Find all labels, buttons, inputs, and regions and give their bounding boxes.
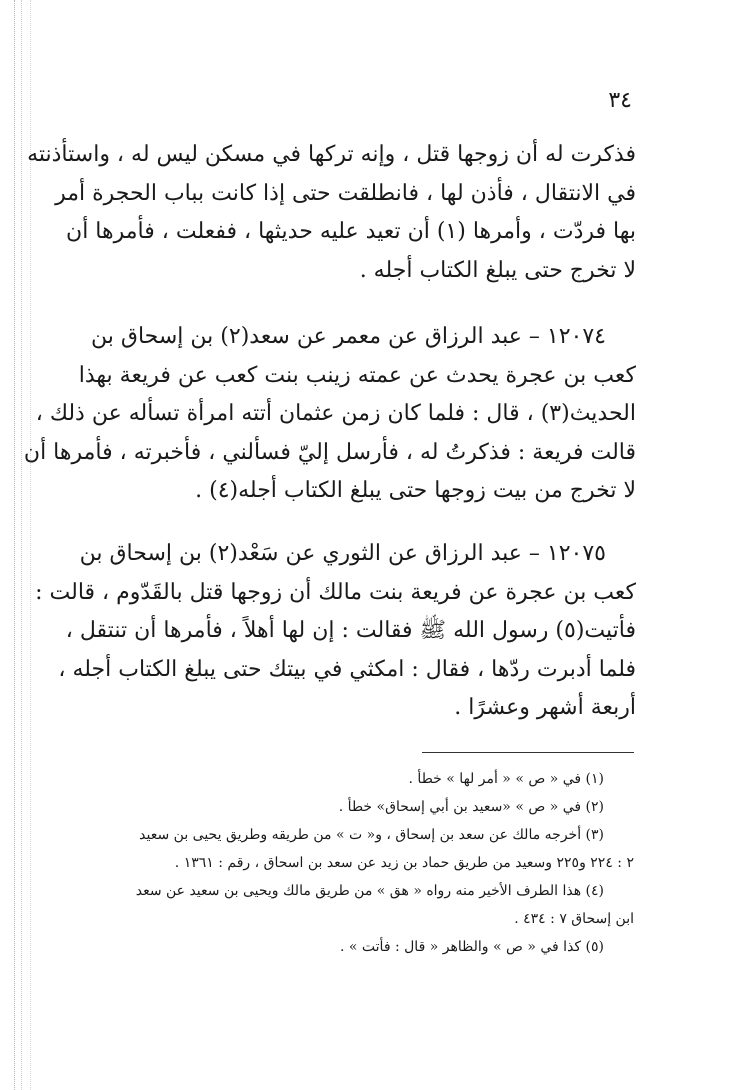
text-line: في الانتقال ، فأذن لها ، فانطلقت حتى إذا كانت بباب الحجرة أمر [55,180,636,206]
footnote-4: (٤) هذا الطرف الأخير منه رواه « هق » من طريق مالك ويحيى بن سعيد عن سعد [135,883,604,899]
text-line: كعب بن عجرة يحدث عن عمته زينب بنت كعب عن فريعة بهذا [78,362,636,388]
text-line: ١٢٠٧٤ – عبد الرزاق عن معمر عن سعد(٢) بن إسحاق بن [91,324,606,349]
hadith-12074 [23,318,636,511]
text-line: كعب بن عجرة عن فريعة بنت مالك أن زوجها قتل بالقَدّوم ، قالت : [35,579,636,605]
text-line: فلما أدبرت ردّها ، فقال : امكثي في بيتك حتى يبلغ الكتاب أجله ، [58,656,636,682]
footnote-2: (٢) في « ص » «سعيد بن أبي إسحاق» خطأ . [338,799,604,815]
footnote-divider [422,752,634,753]
scan-edge-shadow [14,0,22,1090]
text-line: الحديث(٣) ، قال : فلما كان زمن عثمان أتته امرأة تسأله عن ذلك ، [35,401,636,426]
text-line: لا تخرج حتى يبلغ الكتاب أجله . [359,257,636,283]
footnote-3: (٣) أخرجه مالك عن سعد بن إسحاق ، و« ت » من طريقه وطريق يحيى بن سعيد [139,827,604,843]
paragraph-continuation [27,136,636,290]
text-line: بها فردّت ، وأمرها (١) أن تعيد عليه حديثها ، ففعلت ، فأمرها أن [66,219,636,244]
footnote-5: (٥) كذا في « ص » والظاهر « قال : فأتت » . [340,939,604,955]
text-line: أربعة أشهر وعشرًا . [454,695,636,720]
page-number: ٣٤ [608,88,632,113]
text-line: ١٢٠٧٥ – عبد الرزاق عن الثوري عن سَعْد(٢) بن إسحاق بن [79,541,606,566]
footnote-3-cont: ٢ : ٢٢٤ و٢٢٥ وسعيد من طريق حماد بن زيد عن سعد بن اسحاق ، رقم : ١٣٦١ . [174,855,634,871]
text-line: فذكرت له أن زوجها قتل ، وإنه تركها في مسكن ليس له ، واستأذنته [27,142,636,167]
footnote-4-cont: ابن إسحاق ٧ : ٤٣٤ . [514,911,634,927]
footnotes [79,765,634,961]
text-line: فأتيت(٥) رسول الله ﷺ فقالت : إن لها أهلاً ، فأمرها أن تنتقل ، [65,618,636,643]
footnote-1: (١) في « ص » « أمر لها » خطأ . [408,771,604,787]
hadith-12075 [35,535,636,728]
text-line: لا تخرج من بيت زوجها حتى يبلغ الكتاب أجله(٤) . [195,478,636,503]
text-line: قالت فريعة : فذكرتُ له ، فأرسل إليّ فسألني ، فأخبرته ، فأمرها أن [23,439,636,465]
